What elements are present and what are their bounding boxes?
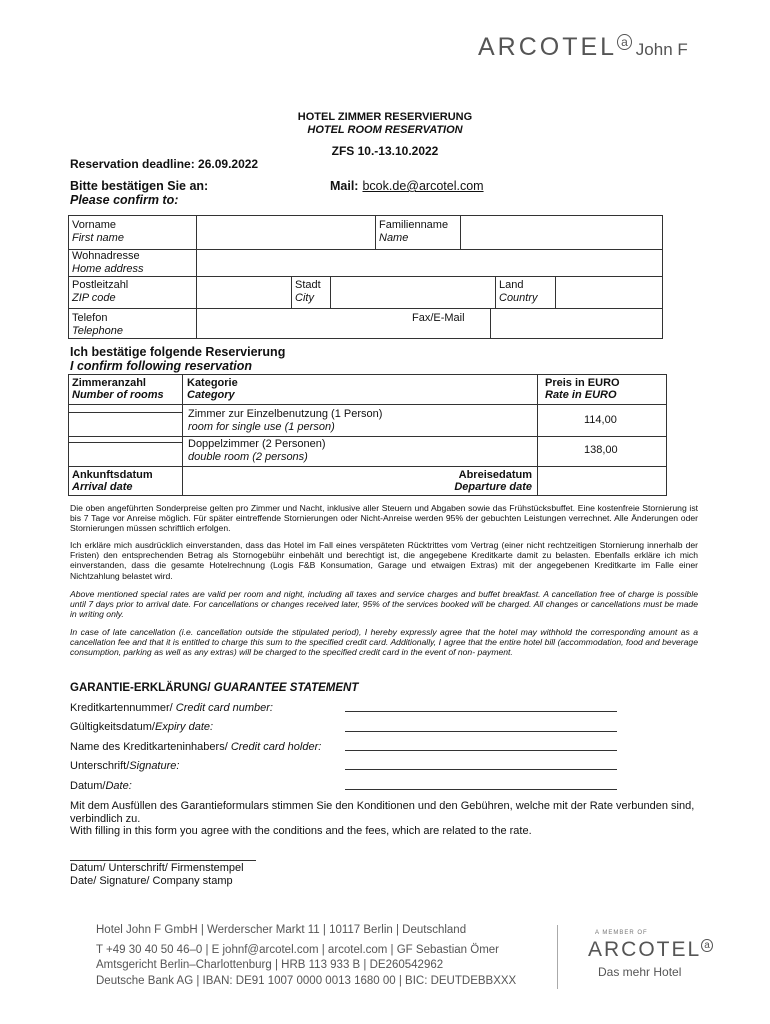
arrival-field[interactable] [184,468,424,493]
footer-register: Amtsgericht Berlin–Charlottenburg | HRB 113 933 B | DE260542962 [96,959,444,971]
fax-email-label: Fax/E-Mail [412,312,465,324]
mail-link[interactable]: bcok.de@arcotel.com [362,179,484,193]
mail-label: Mail: [330,179,359,193]
zip-field[interactable] [198,278,290,307]
card-number-field[interactable] [345,711,617,712]
terms-paragraph-de-1: Die oben angeführten Sonderpreise gelten pro Zimmer und Nacht, inklusive aller Steuern und Abgaben sowie das Frühstücksbuffet. Eine kostenfreie Stornierung ist bis 7 Tage vor Anreise möglich. Für später eintreffende Stornierungen oder Nicht-Anreise werden 95% der gebuchten Leistungen verrechnet. Alle Änderungen oder Stornierungen müssen schriftlich erfolgen. [70,503,698,534]
price-col-header: Preis in EURO Rate in EURO [545,377,620,401]
card-holder-field[interactable] [345,750,617,751]
guarantee-title: GARANTIE-ERKLÄRUNG/ GUARANTEE STATEMENT [70,682,359,694]
phone-field[interactable] [198,310,408,336]
confirm-label-de: Bitte bestätigen Sie an: [70,179,209,193]
last-name-field[interactable] [462,217,660,248]
terms-paragraph-en-2: In case of late cancellation (i.e. cancellation outside the stipulated period), I hereby expressly agree that the hotel may withhold the corresponding amount as a cancellation fee and that it is entitled to charge this sum to the specified credit card. Additionally, I agree that the entire hotel bill (accommodation, food and beverage consumption, parking as well as any extras) will be charged to the specified credit card in the event of non- payment. [70,627,698,658]
statement-en: With filling in this form you agree with the conditions and the fees, which are related to the rate. [70,825,532,837]
terms-paragraph-en-1: Above mentioned special rates are valid per room and night, including all taxes and service charges and buffet breakfast. A cancellation free of charge is possible until 7 days prior to arrival date. For cancellations or changes received later, 95% of the services booked will be charged. All changes or cancellations must be made in writing only. [70,589,698,620]
statement-de: Mit dem Ausfüllen des Garantieformulars stimmen Sie den Konditionen und den Gebühren, welche mit der Rate verbunden sind, verbindlich zu. [70,800,695,825]
signature-label: Unterschrift/Signature: [70,760,180,772]
expiry-field[interactable] [345,731,617,732]
member-of-label: A MEMBER OF [595,930,648,936]
double-room-price: 138,00 [584,444,618,456]
card-number-label: Kreditkartennummer/ Credit card number: [70,702,273,714]
category-col-header: Kategorie Category [187,377,238,401]
rooms-col-header: Zimmeranzahl Number of rooms [72,377,164,401]
first-name-label: Vorname First name [72,219,124,244]
confirm-label-en: Please confirm to: [70,193,179,207]
phone-label: Telefon Telephone [72,312,123,337]
company-signature-field[interactable] [70,860,256,861]
expiry-label: Gültigkeitsdatum/Expiry date: [70,721,214,733]
footer-contact: T +49 30 40 50 46–0 | E johnf@arcotel.com | arcotel.com | GF Sebastian Ömer [96,944,499,956]
address-label: Wohnadresse Home address [72,250,144,275]
country-label: Land Country [499,279,538,304]
single-room-price: 114,00 [584,414,617,426]
signature-block: Datum/ Unterschrift/ Firmenstempel Date/ Signature/ Company stamp [70,862,244,887]
card-holder-label: Name des Kreditkarteninhabers/ Credit card holder: [70,741,322,753]
mail-line [330,179,484,193]
reservation-deadline: Reservation deadline: 26.09.2022 [70,157,259,171]
double-rooms-field[interactable] [70,444,180,464]
footer-divider [557,925,558,989]
departure-field[interactable] [539,468,664,493]
signature-field[interactable] [345,769,617,770]
date-label: Datum/Date: [70,780,132,792]
reservation-title-en: I confirm following reservation [70,359,252,373]
last-name-label: Familienname Name [379,219,449,244]
title-en: HOTEL ROOM RESERVATION [307,124,463,136]
arrival-label: Ankunftsdatum Arrival date [72,469,153,493]
event-dates: ZFS 10.-13.10.2022 [331,144,439,158]
departure-label: Abreisedatum Departure date [454,469,532,493]
country-field[interactable] [557,278,660,307]
arcotel-logo [478,33,688,62]
address-field[interactable] [198,251,660,275]
single-rooms-field[interactable] [70,414,180,434]
terms-paragraph-de-2: Ich erkläre mich ausdrücklich einverstanden, dass das Hotel im Fall eines verspäteten Rücktrittes vom Vertrag (einer nicht rechtzeitigen Stornierung innerhalb der Fristen) den entsprechenden Betrag als Stornogebühr einbehält und berechtigt ist, die angegebene Kreditkarte damit zu belasten. Ebenfalls erkläre ich mich einverstanden, dass die gesamte Hotelrechnung (Logis F&B Konsumation, Garage und etwaigen Extras) mit der angegebenen Kreditkarte im Falle einer Nichtzahlung belastet wird. [70,540,698,581]
city-field[interactable] [332,278,494,307]
reservation-title-de: Ich bestätige folgende Reservierung [70,345,286,359]
footer-arcotel-logo: ARCOTEL $^a$ [588,938,713,962]
footer-bank: Deutsche Bank AG | IBAN: DE91 1007 0000 0013 1680 00 | BIC: DEUTDEBBXXX [96,975,517,987]
date-field[interactable] [345,789,617,790]
zip-label: Postleitzahl ZIP code [72,279,129,304]
footer-slogan: Das mehr Hotel [598,965,682,979]
logo-mark-icon: a [617,34,632,50]
logo-text: ARCOTEL [478,33,618,61]
footer-address: Hotel John F GmbH | Werderscher Markt 11 | 10117 Berlin | Deutschland [96,924,467,936]
title-de: HOTEL ZIMMER RESERVIERUNG [297,111,473,123]
double-room-category: Doppelzimmer (2 Personen) double room (2 persons) [188,438,326,463]
first-name-field[interactable] [198,217,374,248]
city-label: Stadt City [295,279,321,304]
fax-email-field[interactable] [492,310,660,336]
footer-logo-mark-icon: a [701,939,713,952]
hotel-name: John F [635,40,688,59]
single-room-category: Zimmer zur Einzelbenutzung (1 Person) room for single use (1 person) [188,408,383,433]
